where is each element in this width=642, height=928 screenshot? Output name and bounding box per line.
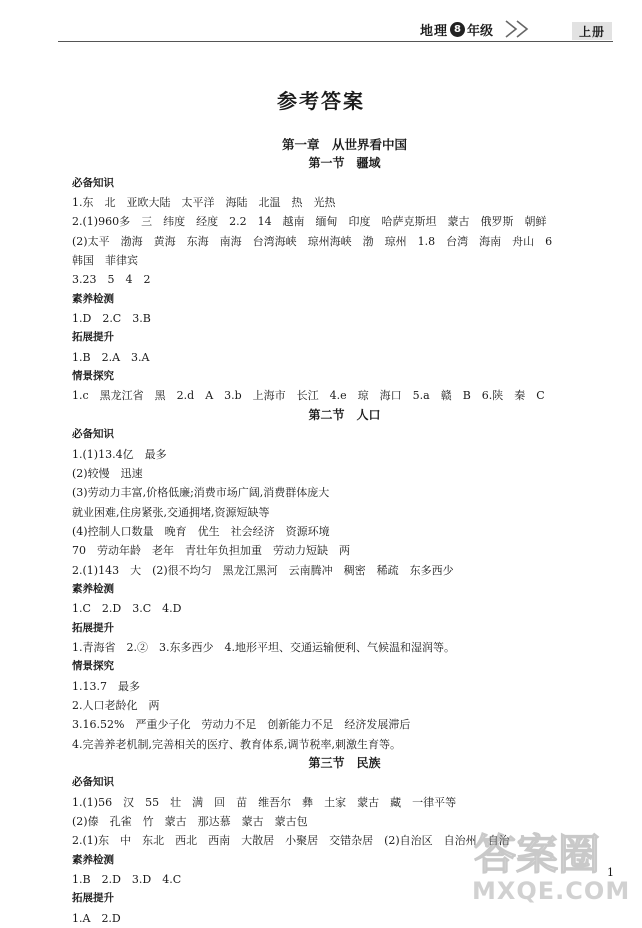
subsection-heading: 必备知识 <box>72 176 114 189</box>
subsection-heading: 素养检测 <box>72 853 114 866</box>
answer-line: 2.人口老龄化 两 <box>72 698 160 712</box>
header-rule <box>58 41 613 42</box>
answer-line: 1.(1)56 汉 55 壮 满 回 苗 维吾尔 彝 土家 蒙古 藏 一律平等 <box>72 795 457 809</box>
answer-line: 1.D 2.C 3.B <box>72 312 151 326</box>
subsection-heading: 必备知识 <box>72 428 114 441</box>
section-heading: 第二节 人口 <box>308 407 381 422</box>
header-grade-suffix: 年级 <box>467 23 494 39</box>
answer-line: 就业困难,住房紧张,交通拥堵,资源短缺等 <box>72 505 270 519</box>
running-header <box>420 18 537 40</box>
answer-line: (2)较慢 迅速 <box>72 466 143 480</box>
page-title: 参考答案 <box>277 89 365 113</box>
double-chevron-right-icon <box>503 19 537 39</box>
header-subject: 地理 <box>420 23 449 39</box>
answer-line: (2)傣 孔雀 竹 蒙古 那达慕 蒙古 蒙古包 <box>72 815 308 829</box>
answer-line: 1.青海省 2.② 3.东多西少 4.地形平坦、交通运输便利、气候温和湿润等。 <box>72 640 455 654</box>
subsection-heading: 情景探究 <box>72 660 114 673</box>
subsection-heading: 素养检测 <box>72 292 114 305</box>
subsection-heading: 素养检测 <box>72 582 114 595</box>
page-number: 1 <box>607 866 614 879</box>
answer-line: 1.A 2.D <box>72 911 121 925</box>
header-volume-badge: 上册 <box>572 22 612 40</box>
section-heading: 第三节 民族 <box>308 756 381 770</box>
answer-line: (4)控制人口数量 晚育 优生 社会经济 资源环境 <box>72 524 330 538</box>
subsection-heading: 拓展提升 <box>72 892 114 905</box>
answer-line: (2)太平 渤海 黄海 东海 南海 台湾海峡 琼州海峡 渤 琼州 1.8 台湾 海南 舟山 6 <box>72 234 553 248</box>
chapter-heading: 第一章 从世界看中国 <box>281 137 407 152</box>
section-heading: 第一节 疆域 <box>308 156 381 171</box>
subsection-heading: 拓展提升 <box>72 621 114 634</box>
answer-line: 韩国 菲律宾 <box>72 254 138 268</box>
svg-text:答案圈: 答案圈 <box>474 830 601 879</box>
answer-content <box>72 135 617 928</box>
subsection-heading: 必备知识 <box>72 776 114 789</box>
answer-line: 4.完善养老机制,完善相关的医疗、教育体系,调节税率,刺激生育等。 <box>72 737 401 751</box>
answer-line: 1.东 北 亚欧大陆 太平洋 海陆 北温 热 光热 <box>72 196 336 210</box>
answer-line: 2.(1)东 中 东北 西北 西南 大散居 小聚居 交错杂居 (2)自治区 自治州 自治 <box>72 834 510 848</box>
answer-line: (3)劳动力丰富,价格低廉;消费市场广阔,消费群体庞大 <box>72 486 330 500</box>
subsection-heading: 情景探究 <box>72 370 114 383</box>
answer-line: 1.(1)13.4亿 最多 <box>72 447 167 461</box>
answer-line: 1.B 2.D 3.D 4.C <box>72 873 182 887</box>
answer-line: 3.23 5 4 2 <box>72 273 151 287</box>
subsection-heading: 拓展提升 <box>72 331 114 344</box>
watermark-site-text: MXQE.COM <box>472 877 631 905</box>
answer-line: 2.(1)960多 三 纬度 经度 2.2 14 越南 缅甸 印度 哈萨克斯坦 蒙古 俄罗斯 朝鲜 <box>72 215 547 229</box>
header-grade-number: 8 <box>450 22 465 37</box>
answer-line: 1.c 黑龙江省 黑 2.d A 3.b 上海市 长江 4.e 琼 海口 5.a 赣 B 6.陕 秦 C <box>72 389 545 403</box>
answer-line: 1.C 2.D 3.C 4.D <box>72 602 182 616</box>
answer-line: 1.B 2.A 3.A <box>72 350 150 364</box>
answer-line: 2.(1)143 大 (2)很不均匀 黑龙江黑河 云南腾冲 稠密 稀疏 东多西少 <box>72 563 454 577</box>
answer-line: 3.16.52% 严重少子化 劳动力不足 创新能力不足 经济发展滞后 <box>72 718 411 732</box>
answer-line: 1.13.7 最多 <box>72 679 140 693</box>
answer-line: 70 劳动年龄 老年 青壮年负担加重 劳动力短缺 两 <box>72 544 350 558</box>
